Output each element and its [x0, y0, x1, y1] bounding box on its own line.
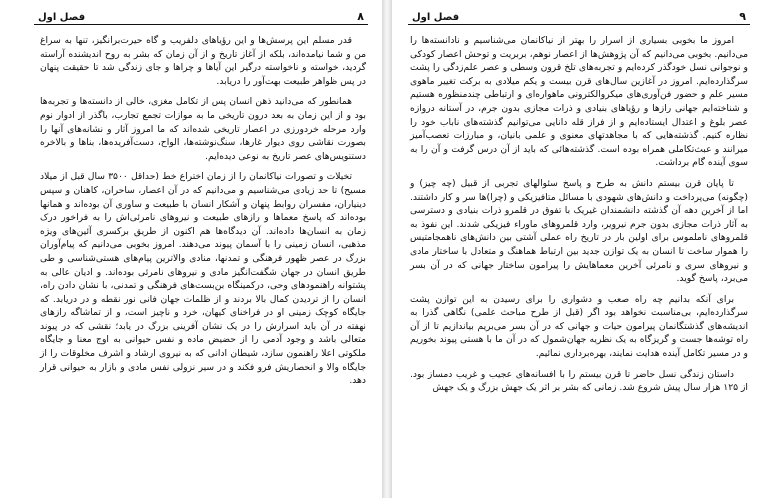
right-paragraph-2: تا پایان قرن بیستم دانش به طرح و پاسخ سئوالهای تجربی از قبیل (چه چیز) و (چگونه) می‌پرداخت و دانش‌های شهودی با مسائل متافیزیکی و (چرا)ها سر و کار داشتند. اما از آخرین دهه آن گذشته دانشمندان غیریک با تفوق در قلمرو ذرات بنیادی و دسترسی به آثار ذرات مجازی بدون جرم نیرویر، وارد قلمروهای ماوراء فیزیکی شدند. این نفوذ به قلمروهای ناملموس برای اولین بار در تاریخ راه عملی آشتی بین دانش‌های ناهمجامتیس را هموار ساخت تا انسان به یک توازن جدید بین ارتباط هماهنگ و متعادل با ساختار مادی و نیروهای سری و نامرئی آخرین معماهایش را پیرامون ساختار جهانی که در آن بسر می‌برد، پاسخ گوید. [410, 177, 748, 285]
right-page-header [408, 8, 750, 25]
right-page [392, 0, 778, 498]
left-chapter-title: فصل اول [38, 12, 86, 23]
right-chapter-title: فصل اول [412, 12, 460, 23]
left-page [0, 0, 382, 498]
left-page-body [40, 34, 366, 395]
right-page-body [410, 34, 748, 402]
right-paragraph-4: داستان زندگی نسل حاضر تا قرن بیستم را با افسانه‌های عجیب و غریب دمساز بود. از ۱۲۵ هزار سال پیش شروع شد. زمانی که بشر بر اثر یک جهش بزرگ و یک جهش [410, 368, 748, 394]
right-page-number: ۹ [739, 10, 746, 23]
right-paragraph-3: برای آنکه بدانیم چه راه صعب و دشواری را برای رسیدن به این توازن پشت سرگذارده‌ایم، بی‌مناسبت نخواهد بود اگر (قبل از طرح مباحث علمی) نگاهی گذرا به اندیشه‌های گذشتگانمان پیرامون حیات و جهانی که در آن بسر می‌بریم بیاندازیم تا از آن راه توشه‌ها جست و گریزگاه به یک نظریه جهان‌شمول که در آن ما با هستی پیوند بخوریم و در مسیر تکامل آینده هدایت نمایند، بهره‌برداری نمائیم. [410, 293, 748, 360]
left-paragraph-3: تخیلات و تصورات نیاکانمان را از زمان اختراع خط (حداقل ۳۵۰۰ سال قبل از میلاد مسیح) تا حد زیادی می‌شناسیم و می‌دانیم که در آن اعصار، ساحران، کاهنان و سپس دینیاران، مفسران روابط پنهان و آشکار انسان با طبیعت و ساوری آن بوده‌اند و همانها بوده‌اند که پاسخ معماها و رازهای طبیعت و نیروهای نامرئی‌اش را به فراخور درک زمان به انسان‌ها داده‌اند. آن دیدگاه‌ها هم اکنون از طریق برکسری آئین‌های ویژه مذهبی، انسان زمینی را با آسمان پیوند می‌دهند. امروز بخوبی می‌دانیم که پیام‌آوران بزرگ در عصر ظهور فرهنگی و تمدنها، منادی والاترین پیام‌های هستی‌شناسی و طی طریق انسان در جهان شگفت‌انگیز مادی و نیروهای نامرئی بوده‌اند. و ادیان عالی به پشتوانه راهنمودهای وحی، درکمینگاه بن‌بست‌های فرهنگی و تمدنی، با نشان دادن راه، انسان را از تردیدن کمال بالا بردند و از ظلمات جهان فانی نور نقطه و در دریابد. که جایگاه کوچک زمینی او در فراخنای کیهان، خرد و ناچیز است، و از تماشاگه رازهای نهفته در آن باید اسرارش را در یک نشان آفرینی بزرگ در یابد؛ نقشی که در پیوند متعالی باشد و وجود آدمی را از حضیض ماده و نفس حیوانی به اوج معنا و جایگاه ملکوتی اعلا راهنمون سازد، شیطان ادانی که به نیروی ارشاد و اشرف مخلوقات را از جایگاه والا و انحصاریش فرو فکند و در سیر نزولی نفس مادی و بازار به حیوانی قرار دهد. [40, 171, 366, 387]
left-page-number: ۸ [357, 10, 364, 23]
book-gutter [382, 0, 392, 498]
left-paragraph-1: قدر مسلم این پرسش‌ها و این رؤیاهای دلفریب و گاه حیرت‌برانگیز، تنها به سراغ من و شما نیامده‌اند، بلکه از آغاز تاریخ و از آن زمان که بشر به روح اندیشنده آراسته گردید، خواسته و ناخواسته درگیر این آیاها و چراها و جای زندگی شد تا حقیقت پنهان در پس ظواهر طبیعت بهت‌آور را دریابد. [40, 35, 366, 87]
left-paragraph-2: همانطور که می‌دانید ذهن انسان پس از تکامل مغزی، خالی از دانسته‌ها و تجربه‌ها بود و از این زمان به بعد درون تاریخی ما به موازات تجمع تجارب، باگذر از ادوار نوم وارد مرحله خردورزی در اعصار تاریخی شده‌اند که ما امروز آثار و نشانه‌های آنها را بصورت نقاشی روی دیوار غارها، سنگ‌نوشته‌ها، الواح، دست‌آفریده‌ها، بناها و بالاخره دستنویس‌های عصر تاریخ به نوعی دیده‌ایم. [40, 96, 366, 162]
left-page-header [34, 8, 368, 25]
right-paragraph-1: امروز ما بخوبی بسیاری از اسرار را بهتر از نیاکانمان می‌شناسیم و نادانسته‌ها را می‌دانیم. بخوبی می‌دانیم که آن پژوهش‌ها از اعصار نوهم، بربریت و توحش اعصار کودکی و نوجوانی نسل خودگذر کرده‌ایم و تجربه‌های تلخ قرون وسطی و عصر علم‌زدگی را پشت سرگذارده‌ایم. امروز در آغازین سال‌های قرن بیست و یکم میلادی به برکت تغییر ماهوی مسیر علم و حضور فن‌آوری‌های میکروالکترونی ماهواره‌ای و ارتباطی چندمنظوره هستیم و شناخته‌ایم جهانی رازها و رؤیاهای بنیادی و ذرات مجازی بدون جرم، در آستانه دروازه عصر بلوغ و اعتدال ایستاده‌ایم و از فراز قله دانایی می‌توانیم گذشته‌های ناباب خود را نظاره کنیم. گذشته‌هایی که با مجاهدتهای معنوی و علمی بانیان، و مبارزات تعصب‌آمیز میرانند و عبث‌تکاملی همراه بوده است. گذشته‌هائی که باید از آن درس گرفت و آن را به سوی آینده گام برداشت. [410, 35, 748, 169]
